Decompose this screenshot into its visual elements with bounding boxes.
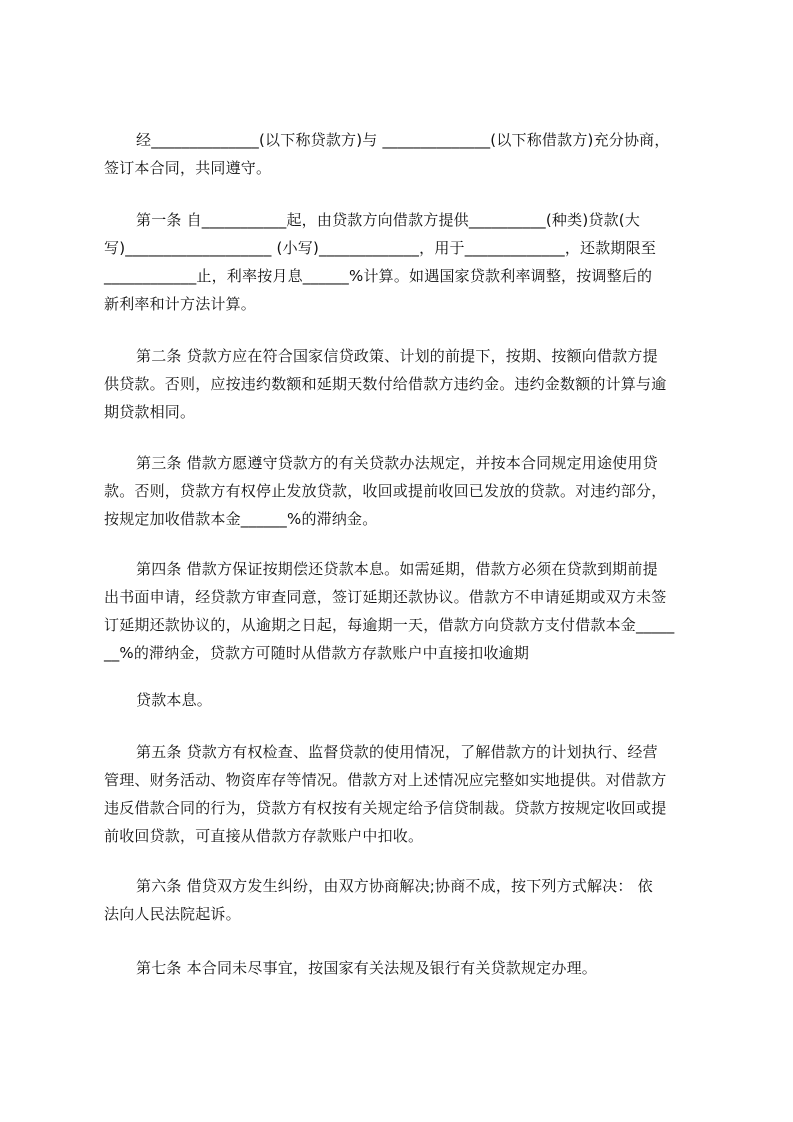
paragraph-article-2 xyxy=(104,342,704,426)
paragraph-line: 前收回贷款，可直接从借款方存款账户中扣收。 xyxy=(104,827,424,845)
paragraph-line: 出书面申请，经贷款方审查同意，签订延期还款协议。借款方不申请延期或双方未签 xyxy=(104,588,667,606)
paragraph-line: 第三条 借款方愿遵守贷款方的有关贷款办法规定，并按本合同规定用途使用贷 xyxy=(136,454,658,472)
paragraph-line: 第五条 贷款方有权检查、监督贷款的使用情况，了解借款方的计划执行、经营 xyxy=(136,743,658,761)
paragraph-line: 款。否则，贷款方有权停止发放贷款，收回或提前收回已发放的贷款。对违约部分， xyxy=(104,482,667,500)
paragraph-line: 违反借款合同的行为，贷款方有权按有关规定给予信贷制裁。贷款方按规定收回或提 xyxy=(104,799,667,817)
paragraph-line: 按规定加收借款本金______%的滞纳金。 xyxy=(104,510,378,528)
paragraph-line: 第六条 借贷双方发生纠纷，由双方协商解决;协商不成，按下列方式解决： 依 xyxy=(136,877,653,895)
paragraph-line: 第一条 自___________起，由贷款方向借款方提供__________(种类)贷款(大 xyxy=(136,211,641,229)
paragraph-article-3 xyxy=(104,449,704,533)
paragraph-line: 第七条 本合同未尽事宜，按国家有关法规及银行有关贷款规定办理。 xyxy=(136,959,597,977)
paragraph-line: 期贷款相同。 xyxy=(104,403,196,421)
paragraph-line: 订延期还款协议的，从逾期之日起，每逾期一天，借款方向贷款方支付借款本金_____ xyxy=(104,616,675,634)
paragraph-line: __%的滞纳金，贷款方可随时从借款方存款账户中直接扣收逾期 xyxy=(104,644,530,662)
paragraph-preamble xyxy=(104,126,704,182)
paragraph-line: 管理、财务活动、物资库存等情况。借款方对上述情况应完整如实地提供。对借款方 xyxy=(104,771,667,789)
paragraph-line: 签订本合同，共同遵守。 xyxy=(104,159,272,177)
paragraph-line: 供贷款。否则，应按违约数额和延期天数付给借款方违约金。违约金数额的计算与逾 xyxy=(104,375,667,393)
paragraph-line: 法向人民法院起诉。 xyxy=(104,905,241,923)
paragraph-article-5 xyxy=(104,738,704,850)
paragraph-article-6 xyxy=(104,872,704,928)
paragraph-line: 第二条 贷款方应在符合国家信贷政策、计划的前提下，按期、按额向借款方提 xyxy=(136,347,658,365)
paragraph-line: 写)___________________ (小写)_____________，用于_____________，还款期限至 xyxy=(104,239,657,257)
paragraph-line: ____________止，利率按月息______%计算。如遇国家贷款利率调整，按调整后的 xyxy=(104,267,653,285)
paragraph-line: 贷款本息。 xyxy=(136,691,213,709)
paragraph-line: 新利率和计方法计算。 xyxy=(104,295,257,313)
paragraph-article-4 xyxy=(104,555,704,667)
paragraph-line: 第四条 借款方保证按期偿还贷款本息。如需延期，借款方必须在贷款到期前提 xyxy=(136,560,658,578)
paragraph-article-7 xyxy=(104,954,704,982)
paragraph-line: 经______________(以下称贷款方)与 ______________(以下称借款方)充分协商， xyxy=(136,131,670,149)
paragraph-article-1 xyxy=(104,206,704,318)
paragraph-article-4-continued xyxy=(104,686,704,714)
